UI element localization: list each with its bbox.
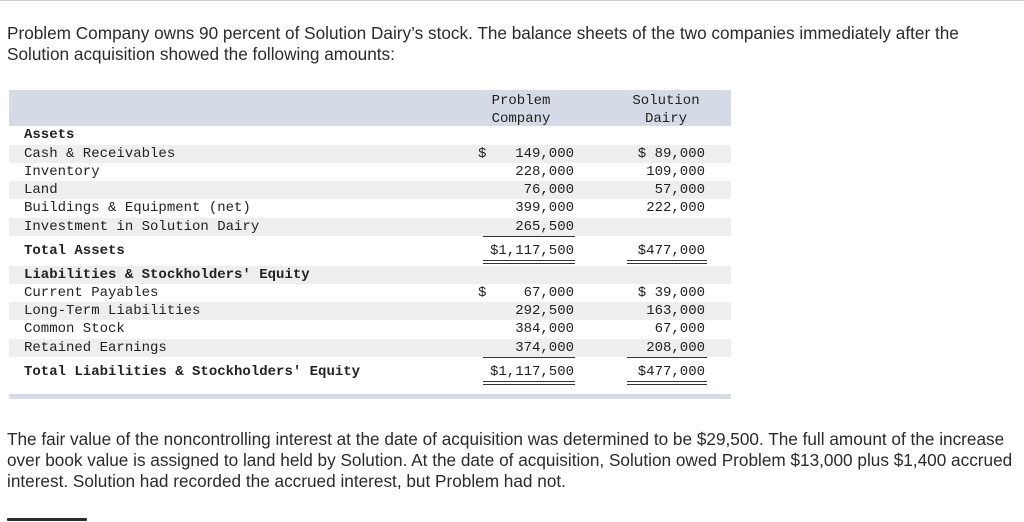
table-row — [9, 320, 731, 338]
problem-intro-text: Problem Company owns 90 percent of Solution Dairy’s stock. The balance sheets of the two companies immediately after the Solution acquisition showed the following amounts: — [7, 23, 959, 64]
row-label: Retained Earnings — [24, 340, 167, 356]
balance-sheet-table — [9, 90, 731, 400]
problem-value: 374,000 — [515, 340, 574, 356]
row-label: Common Stock — [24, 321, 125, 337]
cropped-next-line — [7, 514, 97, 522]
column-header-problem-company — [471, 92, 571, 128]
solution-value: $ 89,000 — [637, 146, 705, 162]
table-row — [9, 199, 731, 217]
table-footer-bar — [9, 394, 731, 399]
total-liabilities-row — [9, 363, 731, 381]
assets-heading-row — [9, 126, 731, 144]
double-underline-solution — [627, 260, 707, 264]
row-label: Total Assets — [24, 243, 125, 259]
dollar-sign: $ — [478, 146, 487, 162]
problem-value: 76,000 — [523, 182, 574, 198]
row-label: Buildings & Equipment (net) — [24, 200, 251, 216]
solution-value: 163,000 — [646, 303, 705, 319]
table-row — [9, 339, 731, 357]
solution-value: 67,000 — [654, 321, 705, 337]
row-label: Total Liabilities & Stockholders' Equity — [24, 364, 361, 380]
problem-value: 228,000 — [515, 164, 574, 180]
solution-value: $ 39,000 — [637, 285, 705, 301]
column-header-solution-dairy — [616, 92, 716, 128]
column-header-line: Solution — [632, 93, 700, 109]
solution-total: $477,000 — [637, 243, 705, 259]
solution-value: 57,000 — [654, 182, 705, 198]
solution-value: 222,000 — [646, 200, 705, 216]
problem-value: 399,000 — [515, 200, 574, 216]
top-divider — [0, 0, 1024, 1]
problem-total: $1,117,500 — [489, 243, 574, 259]
subtotal-underline-problem — [483, 357, 575, 358]
row-label: Inventory — [24, 164, 100, 180]
table-row — [9, 218, 731, 236]
table-row — [9, 284, 731, 302]
row-label: Land — [24, 182, 58, 198]
table-row — [9, 145, 731, 163]
table-row — [9, 163, 731, 181]
problem-value: 149,000 — [515, 146, 574, 162]
double-underline-problem — [483, 260, 575, 264]
assets-heading: Assets — [24, 127, 75, 143]
subtotal-underline-solution — [627, 357, 707, 358]
table-header — [9, 90, 731, 126]
acquisition-details-text: The fair value of the noncontrolling interest at the date of acquisition was determined to be $29,500. The full amount of the increase over book value is assigned to land held by Solution. At the date of acquisition, Solution owed Problem $13,000 plus $1,400 accrued interest. Solution had recorded the accrued interest, but Problem had not. — [7, 429, 1013, 491]
liabilities-heading: Liabilities & Stockholders' Equity — [24, 267, 310, 283]
problem-value: 67,000 — [523, 285, 574, 301]
row-label: Investment in Solution Dairy — [24, 219, 260, 235]
problem-value: 265,500 — [515, 219, 574, 235]
problem-total: $1,117,500 — [489, 364, 574, 380]
row-label: Long-Term Liabilities — [24, 303, 201, 319]
liabilities-heading-row — [9, 266, 731, 284]
table-row — [9, 302, 731, 320]
solution-total: $477,000 — [637, 364, 705, 380]
problem-value: 292,500 — [515, 303, 574, 319]
row-label: Current Payables — [24, 285, 159, 301]
subtotal-underline-problem — [483, 236, 575, 237]
column-header-line: Dairy — [644, 111, 687, 127]
row-label: Cash & Receivables — [24, 146, 176, 162]
table-row — [9, 181, 731, 199]
column-header-line: Problem — [491, 93, 551, 109]
double-underline-solution — [627, 381, 707, 385]
total-assets-row — [9, 242, 731, 260]
problem-value: 384,000 — [515, 321, 574, 337]
double-underline-problem — [483, 381, 575, 385]
dollar-sign: $ — [478, 285, 487, 301]
solution-value: 109,000 — [646, 164, 705, 180]
column-header-line: Company — [491, 111, 551, 127]
solution-value: 208,000 — [646, 340, 705, 356]
